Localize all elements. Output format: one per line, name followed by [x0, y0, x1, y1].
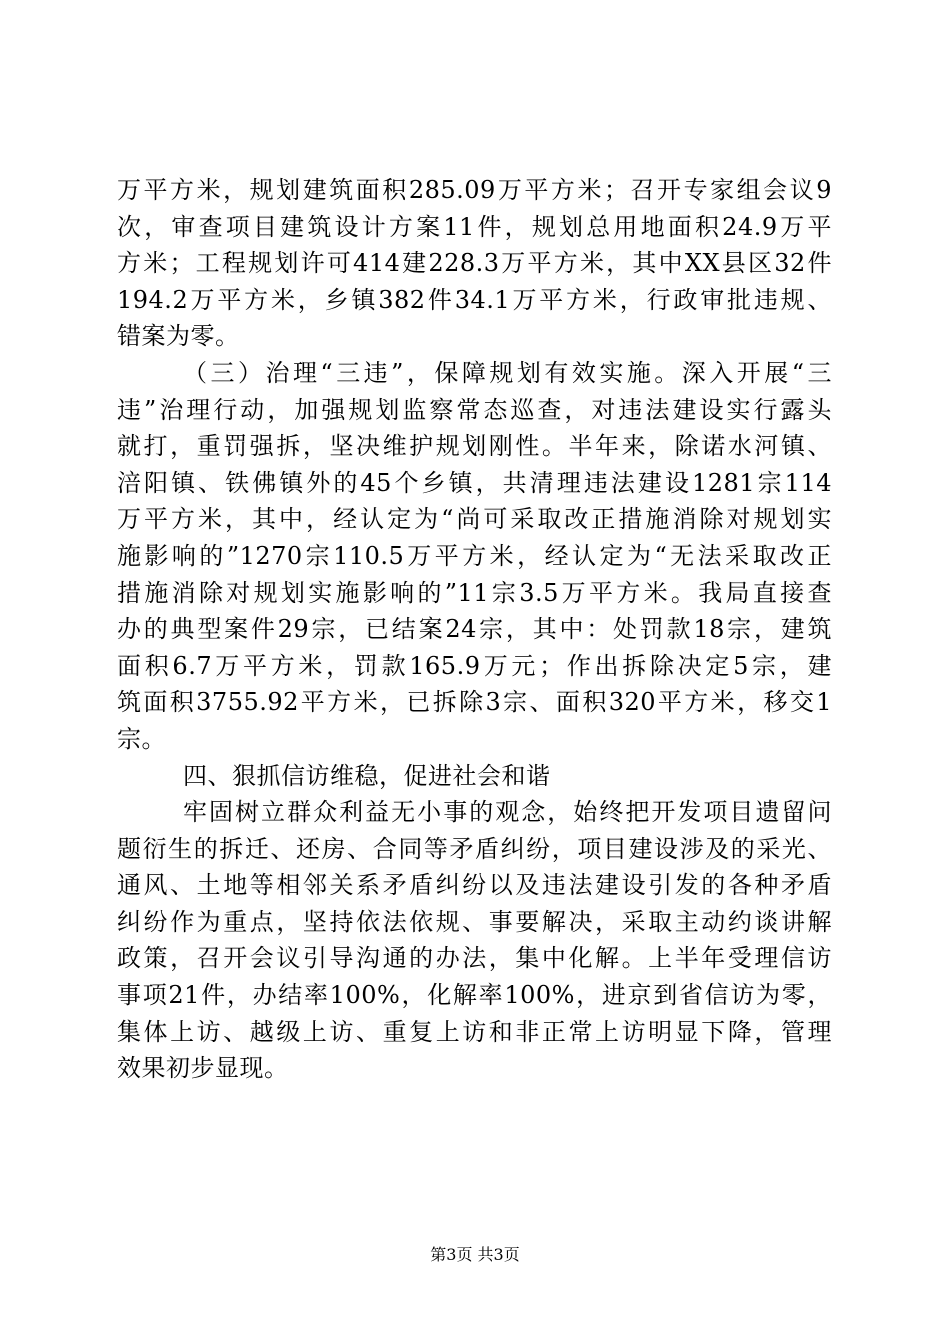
text-line: 涪阳镇、铁佛镇外的45个乡镇，共清理违法建设1281宗114: [117, 468, 832, 497]
text-line: 措施消除对规划实施影响的”11宗3.5万平方米。我局直接查: [117, 578, 832, 607]
text-line: 筑面积3755.92平方米，已拆除3宗、面积320平方米，移交1: [117, 688, 832, 717]
text-line: 办的典型案件29宗，已结案24宗，其中：处罚款18宗，建筑: [117, 615, 832, 644]
text-line: 错案为零。: [117, 322, 240, 351]
text-line: 方米；工程规划许可414建228.3万平方米，其中XX县区32件: [117, 249, 832, 278]
page-footer: 第3页 共3页: [430, 1245, 520, 1264]
text-line: 万平方米，其中，经认定为“尚可采取改正措施消除对规划实: [117, 505, 832, 534]
text-line: 通风、土地等相邻关系矛盾纠纷以及违法建设引发的各种矛盾: [117, 871, 832, 900]
text-line: 万平方米，规划建筑面积285.09万平方米；召开专家组会议9: [117, 176, 832, 204]
text-line: 宗。: [117, 724, 166, 753]
text-line: 面积6.7万平方米，罚款165.9万元；作出拆除决定5宗，建: [117, 651, 832, 680]
text-line: 效果初步显现。: [117, 1054, 289, 1083]
text-line: （三）治理“三违”，保障规划有效实施。深入开展“三: [183, 358, 832, 387]
text-line: 违”治理行动，加强规划监察常态巡查，对违法建设实行露头: [117, 395, 832, 424]
text-line: 牢固树立群众利益无小事的观念，始终把开发项目遗留问: [183, 798, 832, 827]
text-line: 集体上访、越级上访、重复上访和非正常上访明显下降，管理: [117, 1017, 832, 1046]
text-line: 次，审查项目建筑设计方案11件，规划总用地面积24.9万平: [117, 212, 832, 241]
text-line: 194.2万平方米，乡镇382件34.1万平方米，行政审批违规、: [117, 285, 832, 314]
text-line: 政策，召开会议引导沟通的办法，集中化解。上半年受理信访: [117, 944, 832, 973]
text-line: 事项21件，办结率100%，化解率100%，进京到省信访为零，: [117, 981, 832, 1010]
text-line: 题衍生的拆迁、还房、合同等矛盾纠纷，项目建设涉及的采光、: [117, 834, 832, 863]
text-line: 四、狠抓信访维稳，促进社会和谐: [183, 761, 551, 790]
text-line: 纠纷作为重点，坚持依法依规、事要解决，采取主动约谈讲解: [117, 907, 832, 936]
document-body: [117, 172, 832, 1087]
text-line: 就打，重罚强拆，坚决维护规划刚性。半年来，除诺水河镇、: [117, 432, 832, 461]
text-line: 施影响的”1270宗110.5万平方米，经认定为“无法采取改正: [117, 541, 832, 570]
